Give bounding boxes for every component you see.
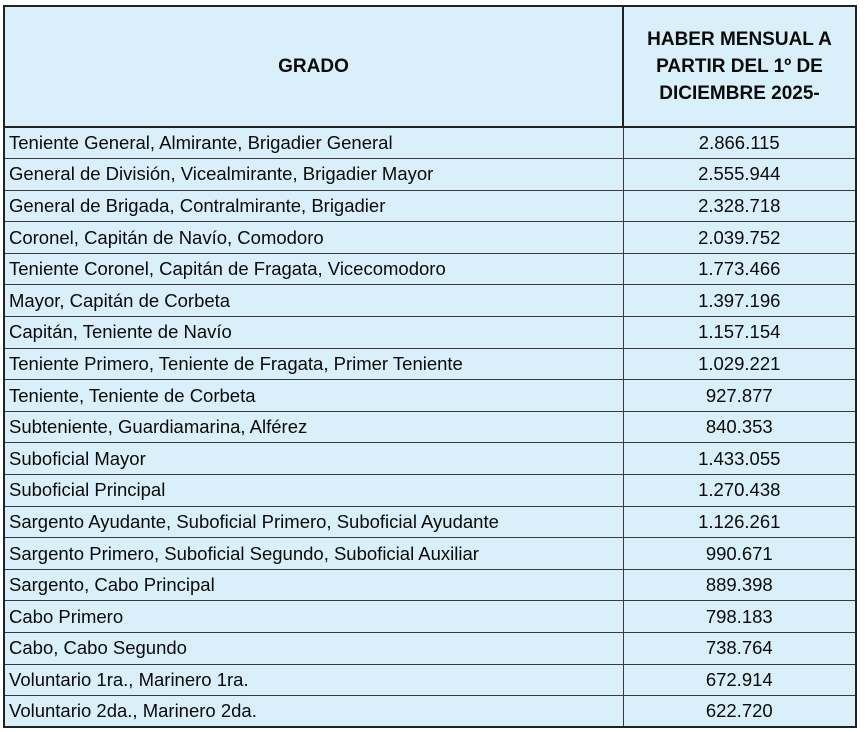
table-row	[4, 506, 856, 538]
grado-column-header[interactable]: GRADO	[4, 6, 623, 127]
table-row	[4, 601, 856, 633]
grado-cell[interactable]: Suboficial Principal	[4, 475, 623, 507]
table-row	[4, 190, 856, 222]
grado-cell[interactable]: Suboficial Mayor	[4, 443, 623, 475]
haber-cell[interactable]: 672.914	[623, 664, 856, 696]
haber-cell[interactable]: 2.555.944	[623, 159, 856, 191]
table-row	[4, 317, 856, 349]
haber-cell[interactable]: 622.720	[623, 696, 856, 728]
table-row	[4, 127, 856, 159]
table-header	[4, 6, 856, 127]
haber-column-header[interactable]: HABER MENSUAL A PARTIR DEL 1º DE DICIEMBRE 2025-	[623, 6, 856, 127]
table-row	[4, 538, 856, 570]
table-row	[4, 696, 856, 728]
haber-cell[interactable]: 1.397.196	[623, 285, 856, 317]
table-row	[4, 222, 856, 254]
haber-cell[interactable]: 1.433.055	[623, 443, 856, 475]
grado-cell[interactable]: Cabo, Cabo Segundo	[4, 633, 623, 665]
haber-cell[interactable]: 798.183	[623, 601, 856, 633]
haber-cell[interactable]: 1.773.466	[623, 253, 856, 285]
haber-cell[interactable]: 889.398	[623, 569, 856, 601]
grado-cell[interactable]: Teniente General, Almirante, Brigadier General	[4, 127, 623, 159]
haber-cell[interactable]: 1.270.438	[623, 475, 856, 507]
haber-cell[interactable]: 927.877	[623, 380, 856, 412]
grado-cell[interactable]: Voluntario 1ra., Marinero 1ra.	[4, 664, 623, 696]
grado-cell[interactable]: Mayor, Capitán de Corbeta	[4, 285, 623, 317]
haber-cell[interactable]: 738.764	[623, 633, 856, 665]
table-row	[4, 253, 856, 285]
table-row	[4, 348, 856, 380]
grado-cell[interactable]: Teniente, Teniente de Corbeta	[4, 380, 623, 412]
table-body	[4, 127, 856, 727]
haber-cell[interactable]: 1.126.261	[623, 506, 856, 538]
haber-cell[interactable]: 1.029.221	[623, 348, 856, 380]
grado-cell[interactable]: Teniente Coronel, Capitán de Fragata, Vicecomodoro	[4, 253, 623, 285]
grado-cell[interactable]: General de División, Vicealmirante, Brigadier Mayor	[4, 159, 623, 191]
table-row	[4, 285, 856, 317]
haber-cell[interactable]: 840.353	[623, 411, 856, 443]
table-row	[4, 411, 856, 443]
table-row	[4, 475, 856, 507]
grado-cell[interactable]: Teniente Primero, Teniente de Fragata, Primer Teniente	[4, 348, 623, 380]
table-row	[4, 159, 856, 191]
haber-cell[interactable]: 2.039.752	[623, 222, 856, 254]
grado-cell[interactable]: General de Brigada, Contralmirante, Brigadier	[4, 190, 623, 222]
grado-cell[interactable]: Voluntario 2da., Marinero 2da.	[4, 696, 623, 728]
haber-cell[interactable]: 990.671	[623, 538, 856, 570]
header-row	[4, 6, 856, 127]
grado-cell[interactable]: Sargento Primero, Suboficial Segundo, Suboficial Auxiliar	[4, 538, 623, 570]
grado-cell[interactable]: Coronel, Capitán de Navío, Comodoro	[4, 222, 623, 254]
grado-cell[interactable]: Sargento, Cabo Principal	[4, 569, 623, 601]
grado-cell[interactable]: Sargento Ayudante, Suboficial Primero, Suboficial Ayudante	[4, 506, 623, 538]
grado-cell[interactable]: Capitán, Teniente de Navío	[4, 317, 623, 349]
table-row	[4, 443, 856, 475]
table-row	[4, 569, 856, 601]
table-row	[4, 633, 856, 665]
table-row	[4, 664, 856, 696]
haber-cell[interactable]: 1.157.154	[623, 317, 856, 349]
salary-table	[3, 5, 857, 728]
haber-cell[interactable]: 2.866.115	[623, 127, 856, 159]
haber-cell[interactable]: 2.328.718	[623, 190, 856, 222]
table-row	[4, 380, 856, 412]
grado-cell[interactable]: Subteniente, Guardiamarina, Alférez	[4, 411, 623, 443]
grado-cell[interactable]: Cabo Primero	[4, 601, 623, 633]
